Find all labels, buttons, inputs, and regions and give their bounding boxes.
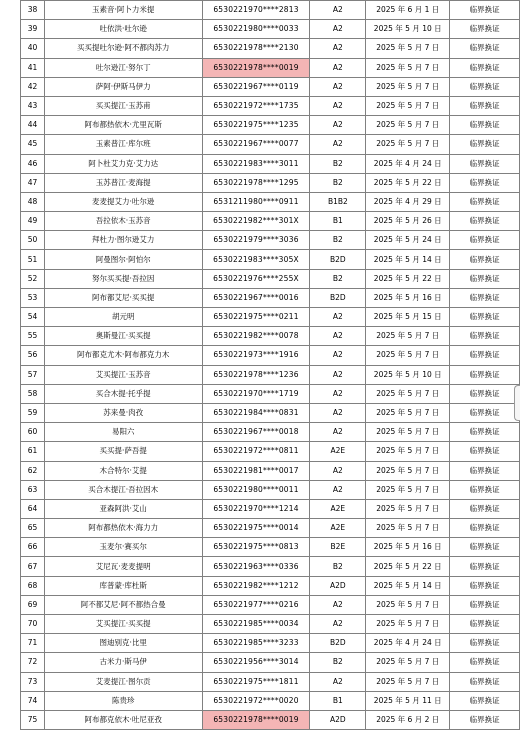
- name-cell[interactable]: 买买提吐尔逊·阿不都肉苏力: [44, 39, 202, 58]
- name-cell[interactable]: 阿布都克尤木·阿布都克力木: [44, 346, 202, 365]
- id-number-cell[interactable]: 6530221980****0033: [202, 20, 310, 39]
- expiry-date-cell[interactable]: 2025 年 5 月 22 日: [366, 269, 450, 288]
- table-row: [21, 269, 520, 288]
- status-cell[interactable]: 临界换证: [450, 615, 520, 634]
- table-row: [21, 634, 520, 653]
- row-number-cell[interactable]: 60: [21, 423, 45, 442]
- row-number-cell[interactable]: 50: [21, 231, 45, 250]
- name-cell[interactable]: 吐尔逊江·努尔丁: [44, 58, 202, 77]
- table-row: [21, 499, 520, 518]
- status-cell[interactable]: 临界换证: [450, 423, 520, 442]
- row-number-cell[interactable]: 41: [21, 58, 45, 77]
- table-row: [21, 691, 520, 710]
- status-cell[interactable]: 临界换证: [450, 365, 520, 384]
- row-number-cell[interactable]: 58: [21, 384, 45, 403]
- license-class-cell[interactable]: A2: [310, 20, 366, 39]
- status-cell[interactable]: 临界换证: [450, 1, 520, 20]
- expiry-date-cell[interactable]: 2025 年 5 月 7 日: [366, 480, 450, 499]
- name-cell[interactable]: 吾拉依木·玉苏音: [44, 212, 202, 231]
- table-row: [21, 576, 520, 595]
- row-number-cell[interactable]: 40: [21, 39, 45, 58]
- table-row: [21, 403, 520, 422]
- id-number-cell[interactable]: 6530221970****1214: [202, 499, 310, 518]
- status-cell[interactable]: 临界换证: [450, 461, 520, 480]
- table-row: [21, 212, 520, 231]
- name-cell[interactable]: 阿曼图尔·阿怕尔: [44, 250, 202, 269]
- row-number-cell[interactable]: 38: [21, 1, 45, 20]
- name-cell[interactable]: 库普蒙·库杜斯: [44, 576, 202, 595]
- table-row: [21, 442, 520, 461]
- id-number-cell[interactable]: 6530221975****0813: [202, 538, 310, 557]
- status-cell[interactable]: 临界换证: [450, 269, 520, 288]
- id-number-cell[interactable]: 6530221967****0018: [202, 423, 310, 442]
- row-number-cell[interactable]: 42: [21, 77, 45, 96]
- expiry-date-cell[interactable]: 2025 年 5 月 7 日: [366, 346, 450, 365]
- expiry-date-cell[interactable]: 2025 年 5 月 22 日: [366, 173, 450, 192]
- name-cell[interactable]: 萨阿·伊斯马伊力: [44, 77, 202, 96]
- name-cell[interactable]: 苏来曼·肉孜: [44, 403, 202, 422]
- license-class-cell[interactable]: A2: [310, 116, 366, 135]
- name-cell[interactable]: 麦麦提艾力·吐尔逊: [44, 192, 202, 211]
- expiry-date-cell[interactable]: 2025 年 5 月 16 日: [366, 288, 450, 307]
- row-number-cell[interactable]: 68: [21, 576, 45, 595]
- table-row: [21, 327, 520, 346]
- row-number-cell[interactable]: 55: [21, 327, 45, 346]
- table-row: [21, 308, 520, 327]
- row-number-cell[interactable]: 74: [21, 691, 45, 710]
- license-class-cell[interactable]: B1B2: [310, 192, 366, 211]
- expiry-date-cell[interactable]: 2025 年 5 月 7 日: [366, 96, 450, 115]
- expiry-date-cell[interactable]: 2025 年 5 月 10 日: [366, 365, 450, 384]
- status-cell[interactable]: 临界换证: [450, 519, 520, 538]
- table-row: [21, 672, 520, 691]
- id-number-cell[interactable]: 6530221984****0831: [202, 403, 310, 422]
- expiry-date-cell[interactable]: 2025 年 5 月 7 日: [366, 672, 450, 691]
- status-cell[interactable]: 临界换证: [450, 672, 520, 691]
- license-class-cell[interactable]: B2D: [310, 288, 366, 307]
- name-cell[interactable]: 玉苏普江·麦海提: [44, 173, 202, 192]
- status-cell[interactable]: 临界换证: [450, 576, 520, 595]
- table-row: [21, 595, 520, 614]
- expiry-date-cell[interactable]: 2025 年 5 月 7 日: [366, 615, 450, 634]
- license-class-cell[interactable]: A2: [310, 1, 366, 20]
- status-cell[interactable]: 临界换证: [450, 499, 520, 518]
- row-number-cell[interactable]: 67: [21, 557, 45, 576]
- license-class-cell[interactable]: A2: [310, 384, 366, 403]
- license-class-cell[interactable]: B2: [310, 653, 366, 672]
- expiry-date-cell[interactable]: 2025 年 4 月 24 日: [366, 154, 450, 173]
- id-number-cell[interactable]: 6530221972****0811: [202, 442, 310, 461]
- expiry-date-cell[interactable]: 2025 年 5 月 7 日: [366, 135, 450, 154]
- status-cell[interactable]: 临界换证: [450, 327, 520, 346]
- expiry-date-cell[interactable]: 2025 年 6 月 1 日: [366, 1, 450, 20]
- row-number-cell[interactable]: 39: [21, 20, 45, 39]
- expiry-date-cell[interactable]: 2025 年 5 月 24 日: [366, 231, 450, 250]
- id-number-cell[interactable]: 6530221982****0078: [202, 327, 310, 346]
- table-row: [21, 384, 520, 403]
- license-class-cell[interactable]: A2: [310, 615, 366, 634]
- license-class-cell[interactable]: B1: [310, 691, 366, 710]
- table-row: [21, 1, 520, 20]
- name-cell[interactable]: 艾麦提江·图尔贡: [44, 672, 202, 691]
- row-number-cell[interactable]: 47: [21, 173, 45, 192]
- license-class-cell[interactable]: B2: [310, 173, 366, 192]
- expiry-date-cell[interactable]: 2025 年 5 月 7 日: [366, 423, 450, 442]
- status-cell[interactable]: 临界换证: [450, 403, 520, 422]
- expiry-date-cell[interactable]: 2025 年 5 月 7 日: [366, 461, 450, 480]
- name-cell[interactable]: 买合木提江·吾拉因木: [44, 480, 202, 499]
- license-class-cell[interactable]: A2D: [310, 576, 366, 595]
- id-number-cell[interactable]: 6530221975****0211: [202, 308, 310, 327]
- expiry-date-cell[interactable]: 2025 年 5 月 7 日: [366, 403, 450, 422]
- table-row: [21, 20, 520, 39]
- license-class-cell[interactable]: A2: [310, 308, 366, 327]
- expiry-date-cell[interactable]: 2025 年 5 月 16 日: [366, 538, 450, 557]
- row-number-cell[interactable]: 61: [21, 442, 45, 461]
- id-number-cell[interactable]: 6530221967****0077: [202, 135, 310, 154]
- expiry-date-cell[interactable]: 2025 年 4 月 29 日: [366, 192, 450, 211]
- license-class-cell[interactable]: A2: [310, 365, 366, 384]
- status-cell[interactable]: 临界换证: [450, 212, 520, 231]
- table-row: [21, 192, 520, 211]
- name-cell[interactable]: 艾尼瓦·麦麦提明: [44, 557, 202, 576]
- id-number-cell[interactable]: 6530221982****1212: [202, 576, 310, 595]
- status-cell[interactable]: 临界换证: [450, 173, 520, 192]
- table-row: [21, 480, 520, 499]
- name-cell[interactable]: 陈贵珍: [44, 691, 202, 710]
- id-number-cell[interactable]: 6530221973****1916: [202, 346, 310, 365]
- status-cell[interactable]: 临界换证: [450, 442, 520, 461]
- status-cell[interactable]: 临界换证: [450, 308, 520, 327]
- license-class-cell[interactable]: B2D: [310, 250, 366, 269]
- status-cell[interactable]: 临界换证: [450, 538, 520, 557]
- row-number-cell[interactable]: 54: [21, 308, 45, 327]
- status-cell[interactable]: 临界换证: [450, 634, 520, 653]
- status-cell[interactable]: 临界换证: [450, 710, 520, 729]
- id-number-cell[interactable]: 6530221970****2813: [202, 1, 310, 20]
- license-class-cell[interactable]: B2: [310, 231, 366, 250]
- license-class-cell[interactable]: A2E: [310, 499, 366, 518]
- table-row: [21, 96, 520, 115]
- row-number-cell[interactable]: 57: [21, 365, 45, 384]
- name-cell[interactable]: 阿不都艾尼·阿不都热合曼: [44, 595, 202, 614]
- license-class-cell[interactable]: B2: [310, 154, 366, 173]
- status-cell[interactable]: 临界换证: [450, 384, 520, 403]
- id-number-cell[interactable]: 6530221985****3233: [202, 634, 310, 653]
- name-cell[interactable]: 吐依洪·吐尔逊: [44, 20, 202, 39]
- table-row: [21, 116, 520, 135]
- row-number-cell[interactable]: 69: [21, 595, 45, 614]
- status-cell[interactable]: 临界换证: [450, 691, 520, 710]
- license-table-body: [21, 1, 520, 730]
- row-number-cell[interactable]: 73: [21, 672, 45, 691]
- expiry-date-cell[interactable]: 2025 年 5 月 7 日: [366, 39, 450, 58]
- expiry-date-cell[interactable]: 2025 年 5 月 7 日: [366, 58, 450, 77]
- status-cell[interactable]: 临界换证: [450, 557, 520, 576]
- table-row: [21, 653, 520, 672]
- table-row: [21, 39, 520, 58]
- row-number-cell[interactable]: 56: [21, 346, 45, 365]
- table-row: [21, 710, 520, 729]
- name-cell[interactable]: 拜杜力·图尔逊艾力: [44, 231, 202, 250]
- id-number-cell[interactable]: 6530221978****0019: [202, 710, 310, 729]
- id-number-cell[interactable]: 6530221983****3011: [202, 154, 310, 173]
- license-class-cell[interactable]: A2: [310, 480, 366, 499]
- name-cell[interactable]: 阿卜杜艾力克·艾力达: [44, 154, 202, 173]
- table-row: [21, 231, 520, 250]
- name-cell[interactable]: 图迪别克·比里: [44, 634, 202, 653]
- id-number-cell[interactable]: 6530221978****1295: [202, 173, 310, 192]
- table-row: [21, 154, 520, 173]
- name-cell[interactable]: 亚森阿洪·艾山: [44, 499, 202, 518]
- id-number-cell[interactable]: 6530221967****0016: [202, 288, 310, 307]
- table-row: [21, 288, 520, 307]
- table-row: [21, 538, 520, 557]
- table-row: [21, 615, 520, 634]
- row-number-cell[interactable]: 46: [21, 154, 45, 173]
- expiry-date-cell[interactable]: 2025 年 5 月 7 日: [366, 595, 450, 614]
- id-number-cell[interactable]: 6530221956****3014: [202, 653, 310, 672]
- expiry-date-cell[interactable]: 2025 年 5 月 26 日: [366, 212, 450, 231]
- status-cell[interactable]: 临界换证: [450, 96, 520, 115]
- expiry-date-cell[interactable]: 2025 年 5 月 15 日: [366, 308, 450, 327]
- row-number-cell[interactable]: 75: [21, 710, 45, 729]
- row-number-cell[interactable]: 65: [21, 519, 45, 538]
- table-row: [21, 423, 520, 442]
- name-cell[interactable]: 奥斯曼江·买买提: [44, 327, 202, 346]
- name-cell[interactable]: 木合特尔·艾提: [44, 461, 202, 480]
- row-number-cell[interactable]: 62: [21, 461, 45, 480]
- license-class-cell[interactable]: A2: [310, 58, 366, 77]
- row-number-cell[interactable]: 53: [21, 288, 45, 307]
- table-row: [21, 461, 520, 480]
- status-cell[interactable]: 临界换证: [450, 135, 520, 154]
- row-number-cell[interactable]: 63: [21, 480, 45, 499]
- license-class-cell[interactable]: B2: [310, 557, 366, 576]
- row-number-cell[interactable]: 59: [21, 403, 45, 422]
- expiry-date-cell[interactable]: 2025 年 5 月 7 日: [366, 384, 450, 403]
- license-class-cell[interactable]: A2: [310, 39, 366, 58]
- expiry-date-cell[interactable]: 2025 年 4 月 24 日: [366, 634, 450, 653]
- table-row: [21, 346, 520, 365]
- row-number-cell[interactable]: 52: [21, 269, 45, 288]
- expiry-date-cell[interactable]: 2025 年 5 月 10 日: [366, 20, 450, 39]
- license-class-cell[interactable]: B2: [310, 269, 366, 288]
- id-number-cell[interactable]: 6530221979****3036: [202, 231, 310, 250]
- status-cell[interactable]: 临界换证: [450, 192, 520, 211]
- row-number-cell[interactable]: 66: [21, 538, 45, 557]
- license-class-cell[interactable]: A2: [310, 672, 366, 691]
- row-number-cell[interactable]: 43: [21, 96, 45, 115]
- table-row: [21, 250, 520, 269]
- status-cell[interactable]: 临界换证: [450, 77, 520, 96]
- id-number-cell[interactable]: 6530221982****301X: [202, 212, 310, 231]
- table-row: [21, 173, 520, 192]
- id-number-cell[interactable]: 6530221963****0336: [202, 557, 310, 576]
- row-number-cell[interactable]: 51: [21, 250, 45, 269]
- license-class-cell[interactable]: B2D: [310, 634, 366, 653]
- id-number-cell[interactable]: 6530221972****0020: [202, 691, 310, 710]
- table-row: [21, 365, 520, 384]
- status-cell[interactable]: 临界换证: [450, 346, 520, 365]
- row-number-cell[interactable]: 70: [21, 615, 45, 634]
- name-cell[interactable]: 买买提·萨吾提: [44, 442, 202, 461]
- name-cell[interactable]: 阿布都克依木·吐尼亚孜: [44, 710, 202, 729]
- name-cell[interactable]: 艾买提江·玉苏音: [44, 365, 202, 384]
- license-class-cell[interactable]: A2: [310, 327, 366, 346]
- expiry-date-cell[interactable]: 2025 年 5 月 14 日: [366, 250, 450, 269]
- license-class-cell[interactable]: A2: [310, 461, 366, 480]
- name-cell[interactable]: 易阳六: [44, 423, 202, 442]
- row-number-cell[interactable]: 45: [21, 135, 45, 154]
- status-cell[interactable]: 临界换证: [450, 595, 520, 614]
- expiry-date-cell[interactable]: 2025 年 6 月 2 日: [366, 710, 450, 729]
- license-class-cell[interactable]: B1: [310, 212, 366, 231]
- name-cell[interactable]: 阿布都艾尼·买买提: [44, 288, 202, 307]
- license-class-cell[interactable]: A2E: [310, 519, 366, 538]
- row-number-cell[interactable]: 64: [21, 499, 45, 518]
- name-cell[interactable]: 玉素音·阿卜力米提: [44, 1, 202, 20]
- status-cell[interactable]: 临界换证: [450, 288, 520, 307]
- license-class-cell[interactable]: A2: [310, 595, 366, 614]
- license-class-cell[interactable]: B2E: [310, 538, 366, 557]
- name-cell[interactable]: 阿布都热依木·尤里瓦斯: [44, 116, 202, 135]
- expiry-date-cell[interactable]: 2025 年 5 月 7 日: [366, 442, 450, 461]
- expiry-date-cell[interactable]: 2025 年 5 月 7 日: [366, 116, 450, 135]
- status-cell[interactable]: 临界换证: [450, 39, 520, 58]
- row-number-cell[interactable]: 71: [21, 634, 45, 653]
- table-row: [21, 77, 520, 96]
- id-number-cell[interactable]: 6530221976****255X: [202, 269, 310, 288]
- name-cell[interactable]: 玉麦尔·赛买尔: [44, 538, 202, 557]
- status-cell[interactable]: 临界换证: [450, 20, 520, 39]
- id-number-cell[interactable]: 6530221967****0119: [202, 77, 310, 96]
- license-table: [20, 0, 520, 730]
- id-number-cell[interactable]: 6530221972****1735: [202, 96, 310, 115]
- table-row: [21, 135, 520, 154]
- row-number-cell[interactable]: 48: [21, 192, 45, 211]
- name-cell[interactable]: 努尔买买提·吾拉因: [44, 269, 202, 288]
- id-number-cell[interactable]: 6530221983****305X: [202, 250, 310, 269]
- name-cell[interactable]: 艾买提江·买买提: [44, 615, 202, 634]
- status-cell[interactable]: 临界换证: [450, 58, 520, 77]
- id-number-cell[interactable]: 6530221975****0014: [202, 519, 310, 538]
- expiry-date-cell[interactable]: 2025 年 5 月 7 日: [366, 77, 450, 96]
- table-row: [21, 519, 520, 538]
- row-number-cell[interactable]: 72: [21, 653, 45, 672]
- status-cell[interactable]: 临界换证: [450, 250, 520, 269]
- expiry-date-cell[interactable]: 2025 年 5 月 11 日: [366, 691, 450, 710]
- id-number-cell[interactable]: 6530221975****1811: [202, 672, 310, 691]
- name-cell[interactable]: 阿布都热依木·海力力: [44, 519, 202, 538]
- id-number-cell[interactable]: 6530221970****1719: [202, 384, 310, 403]
- status-cell[interactable]: 临界换证: [450, 154, 520, 173]
- expiry-date-cell[interactable]: 2025 年 5 月 7 日: [366, 499, 450, 518]
- license-class-cell[interactable]: A2: [310, 135, 366, 154]
- id-number-cell[interactable]: 6530221981****0017: [202, 461, 310, 480]
- name-cell[interactable]: 玉素普江·库尔班: [44, 135, 202, 154]
- side-scroll-tab[interactable]: [514, 385, 520, 421]
- table-row: [21, 58, 520, 77]
- id-number-cell[interactable]: 6530221977****0216: [202, 595, 310, 614]
- status-cell[interactable]: 临界换证: [450, 231, 520, 250]
- name-cell[interactable]: 古米力·斯马伊: [44, 653, 202, 672]
- expiry-date-cell[interactable]: 2025 年 5 月 7 日: [366, 519, 450, 538]
- expiry-date-cell[interactable]: 2025 年 5 月 7 日: [366, 327, 450, 346]
- license-class-cell[interactable]: A2: [310, 403, 366, 422]
- license-class-cell[interactable]: A2: [310, 423, 366, 442]
- expiry-date-cell[interactable]: 2025 年 5 月 7 日: [366, 653, 450, 672]
- name-cell[interactable]: 买买提江·玉苏甫: [44, 96, 202, 115]
- id-number-cell[interactable]: 6531211980****0911: [202, 192, 310, 211]
- license-class-cell[interactable]: A2E: [310, 442, 366, 461]
- status-cell[interactable]: 临界换证: [450, 653, 520, 672]
- id-number-cell[interactable]: 6530221978****0019: [202, 58, 310, 77]
- id-number-cell[interactable]: 6530221978****1236: [202, 365, 310, 384]
- license-class-cell[interactable]: A2D: [310, 710, 366, 729]
- license-class-cell[interactable]: A2: [310, 77, 366, 96]
- row-number-cell[interactable]: 44: [21, 116, 45, 135]
- id-number-cell[interactable]: 6530221975****1235: [202, 116, 310, 135]
- license-class-cell[interactable]: A2: [310, 346, 366, 365]
- id-number-cell[interactable]: 6530221980****0011: [202, 480, 310, 499]
- expiry-date-cell[interactable]: 2025 年 5 月 22 日: [366, 557, 450, 576]
- name-cell[interactable]: 胡元明: [44, 308, 202, 327]
- status-cell[interactable]: 临界换证: [450, 116, 520, 135]
- expiry-date-cell[interactable]: 2025 年 5 月 14 日: [366, 576, 450, 595]
- license-class-cell[interactable]: A2: [310, 96, 366, 115]
- table-row: [21, 557, 520, 576]
- name-cell[interactable]: 买合木提·托乎提: [44, 384, 202, 403]
- row-number-cell[interactable]: 49: [21, 212, 45, 231]
- id-number-cell[interactable]: 6530221985****0034: [202, 615, 310, 634]
- status-cell[interactable]: 临界换证: [450, 480, 520, 499]
- id-number-cell[interactable]: 6530221978****2130: [202, 39, 310, 58]
